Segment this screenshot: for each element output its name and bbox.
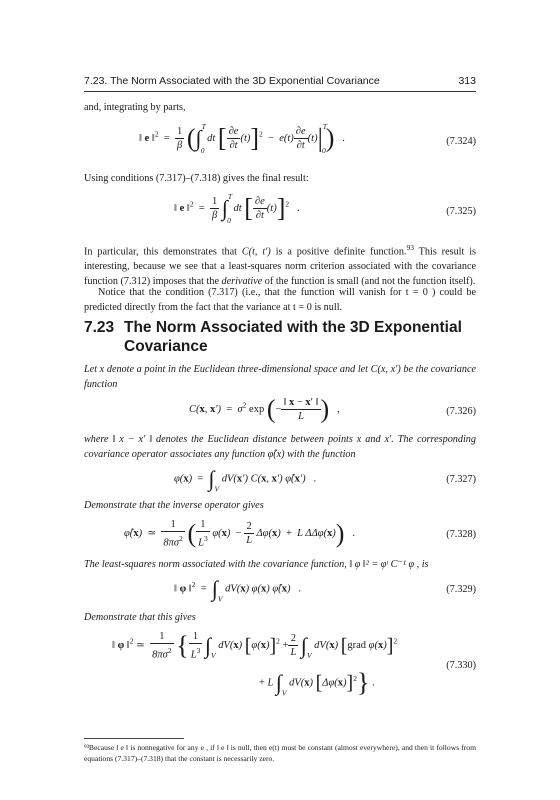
- paragraph-positive-definite: In particular, this demonstrates that C(t, t′) is a positive definite function.$^{93}$ This result is interesting, because we see that a least-squares norm criterion associated with the covariance function (7.312) imposes that the derivative of the function is small (and not the function itself).: [84, 243, 477, 288]
- equation-7-330: ‖ φ ‖$^2$ ≃ $\frac{1}{8\pi\sigma^2}$ { $\frac{1}{L^3}$ $\int_V$ dV(x) $[\varphi(x)]^2$ + $\frac{2}{L}$ $\int_V$ dV(x) [grad φ(x)]$^2$ + L $\int_V$ dV(x) $[\Delta\varphi(x)]^2$} . (7.330): [112, 630, 476, 698]
- running-title: 7.23. The Norm Associated with the 3D Exponential Covariance: [84, 75, 380, 87]
- paragraph-where: where ‖ x − x′ ‖ denotes the Euclidean distance between points x and x′. The corresponding covariance operator associates any function φ̂(x) with the function: [84, 434, 476, 460]
- eq-number: (7.330): [446, 660, 476, 671]
- section-title-line-1: The Norm Associated with the 3D Exponential: [124, 319, 462, 336]
- eq-number: (7.324): [446, 136, 476, 147]
- paragraph-inverse: Demonstrate that the inverse operator gives: [84, 500, 264, 511]
- section-title-line-2: Covariance: [124, 338, 208, 355]
- equation-7-325: ‖ e ‖$^2$ = $\frac{1}{\beta}$ ∫$^T_0$ dt [ $\frac{\partial e}{\partial t}$ (t)]$^2$ . (7.325): [174, 192, 476, 225]
- running-head: [84, 75, 476, 89]
- equation-7-328: φ̂(x) ≃ $\frac{1}{8\pi\sigma^2}$ ( $\frac{1}{L^3}$ φ(x) − $\frac{2}{L}$ Δφ(x) + L ΔΔφ(x)) . (7.328): [124, 518, 476, 549]
- paragraph-demonstrate: Demonstrate that this gives: [84, 612, 196, 623]
- paragraph-least-squares: The least-squares norm associated with the covariance function, ‖ φ ‖² = φᵗ C⁻¹ φ , is: [84, 559, 429, 570]
- footnote-93: ⁹³Because ‖ e ‖ is nonnegative for any e , if ‖ e ‖ is null, then e(t) must be constant (almost everywhere), and then it follows from equations (7.317)–(7.318) that the constant is necessarily zero.: [84, 743, 476, 763]
- section-number: 7.23: [84, 319, 115, 336]
- eq-number: (7.329): [446, 584, 476, 595]
- eq-number: (7.325): [446, 206, 476, 217]
- equation-7-326: C(x, $x') = \sigma^2$ exp (− $\frac{‖ x - x' ‖}{L}$ ) , (7.326): [189, 394, 476, 424]
- equation-7-324: ‖ e ‖$^2$ = $\frac{1}{\beta}$ (∫$^T_0$ dt [ $\frac{\partial e}{\partial t}$ (t)]$^2$ − e(t) $\frac{\partial e}{\partial t}$ $(t)|^T_0$) . (7.324): [139, 122, 476, 155]
- page-number: 313: [458, 75, 476, 87]
- footnote-rule: [84, 738, 184, 739]
- eq-number: (7.328): [446, 529, 476, 540]
- paragraph-let-x: Let x denote a point in the Euclidean three-dimensional space and let C(x, x′) be the covariance function: [84, 364, 476, 390]
- eq-number: (7.327): [446, 474, 476, 485]
- equation-7-327: $\varphi(x) = \int_V$ dV(x′) C(x, x′) φ̂(x′) . (7.327): [174, 466, 476, 494]
- section-heading: [84, 318, 476, 356]
- paragraph-conditions: Using conditions (7.317)–(7.318) gives the final result:: [84, 173, 309, 184]
- paragraph-notice: Notice that the condition (7.317) (i.e., that the function will vanish for t = 0 ) could be predicted directly from the fact that the variance at t = 0 is null.: [84, 287, 476, 313]
- paragraph-integrating: and, integrating by parts,: [84, 102, 186, 113]
- equation-7-329: ‖ φ ‖$^2$ = $\int_V$ dV(x) φ(x) φ̂(x) . (7.329): [174, 576, 476, 604]
- eq-number: (7.326): [446, 406, 476, 417]
- header-rule: [84, 91, 476, 92]
